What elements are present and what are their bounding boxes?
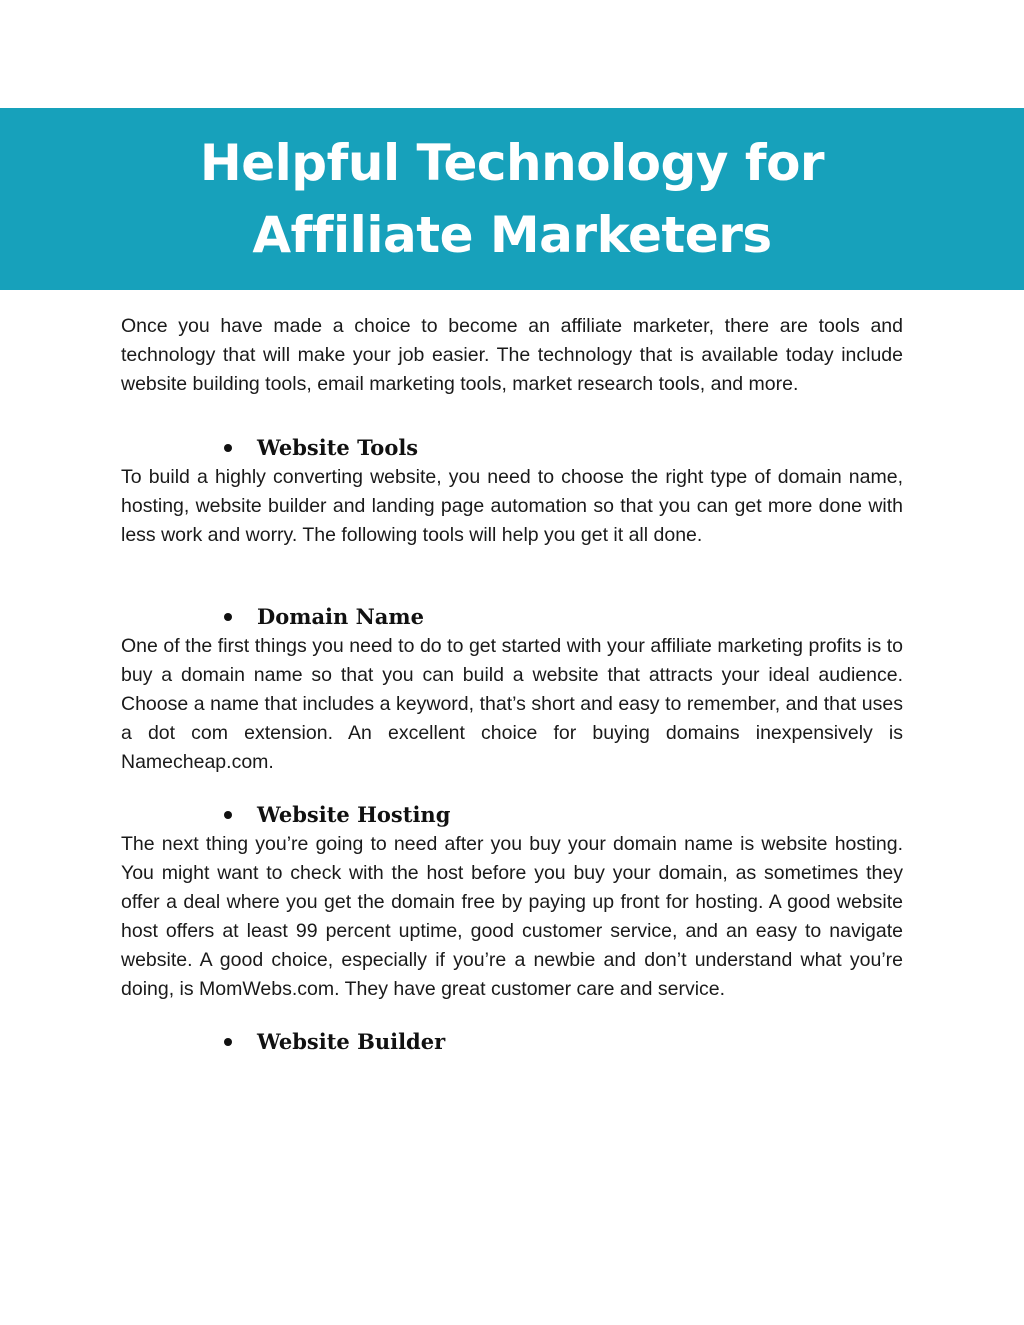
- domain-name-paragraph: One of the first things you need to do to get started with your affiliate marketing profits is to buy a domain name so that you can build a website that attracts your ideal audience. Choose a name that includes a keyword, that’s short and easy to remember, and that uses a dot com extension. An excellent choice for buying domains inexpensively is Namecheap.com.: [121, 635, 903, 773]
- intro-paragraph: Once you have made a choice to become an affiliate marketer, there are tools and technology that will make your job easier. The technology that is available today include website building tools, email marketing tools, market research tools, and more.: [121, 315, 903, 395]
- bullet-dot-icon: [224, 1038, 232, 1046]
- page-title: Helpful Technology for Affiliate Marketers: [199, 134, 825, 264]
- bullet-label: Domain Name: [257, 604, 424, 629]
- bullet-label: Website Hosting: [257, 802, 451, 827]
- bullet-dot-icon: [224, 444, 232, 452]
- bullet-dot-icon: [224, 811, 232, 819]
- bullet-website-builder: [224, 1027, 903, 1057]
- bullet-label: Website Builder: [257, 1029, 446, 1054]
- bullet-domain-name: [224, 602, 903, 632]
- bullet-website-tools: [224, 433, 903, 463]
- bullet-website-hosting: [224, 800, 903, 830]
- website-tools-paragraph: To build a highly converting website, you need to choose the right type of domain name, hosting, website builder and landing page automation so that you can get more done with less work and worry. The following tools will help you get it all done.: [121, 466, 903, 546]
- title-banner: [0, 108, 1024, 290]
- bullet-dot-icon: [224, 613, 232, 621]
- website-hosting-paragraph: The next thing you’re going to need after you buy your domain name is website hosting. You might want to check with the host before you buy your domain, as sometimes they offer a deal where you get the domain free by paying up front for hosting. A good website host offers at least 99 percent uptime, good customer service, and an easy to navigate website. A good choice, especially if you’re a newbie and don’t understand what you’re doing, is MomWebs.com. They have great customer care and service.: [121, 833, 903, 1000]
- document-body: [121, 312, 903, 1057]
- bullet-label: Website Tools: [257, 435, 419, 460]
